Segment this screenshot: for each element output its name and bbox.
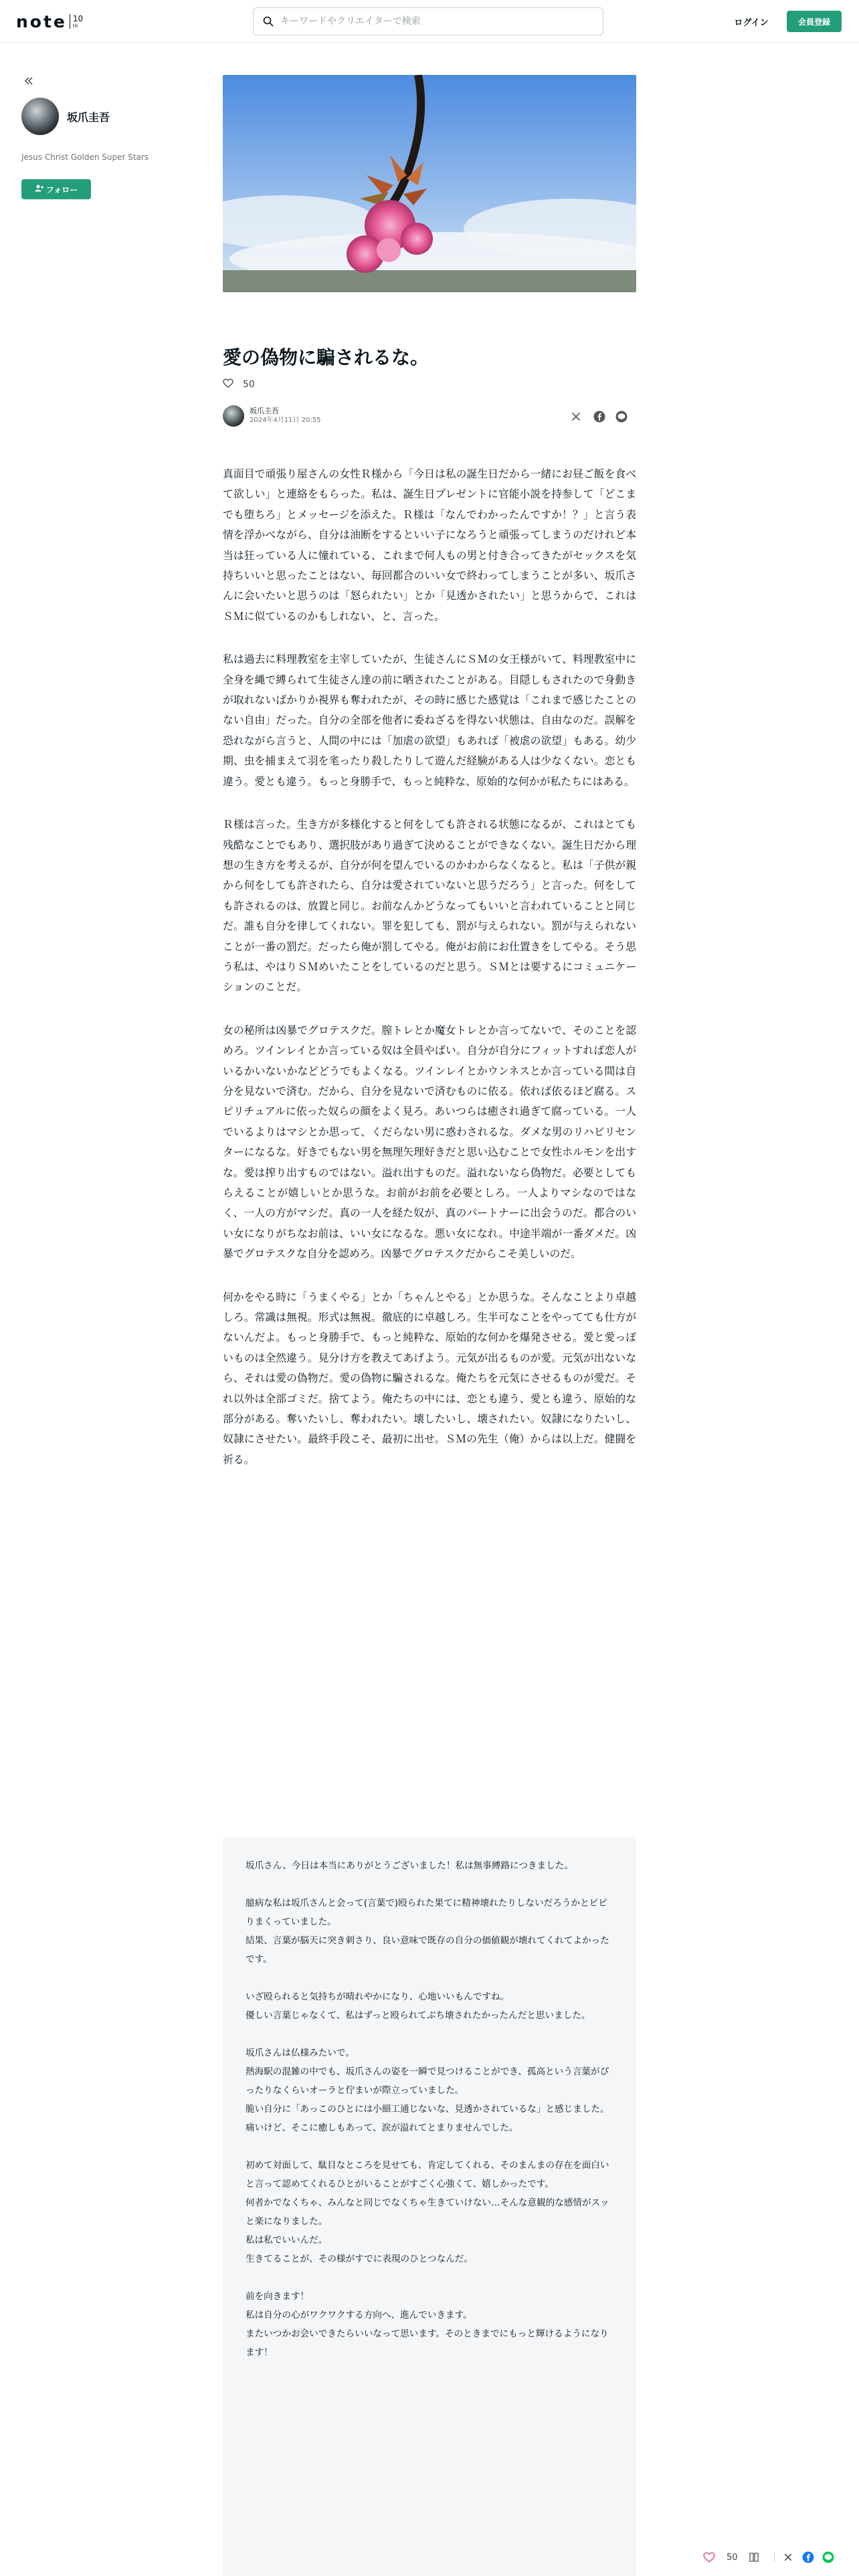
quote-paragraph	[246, 1856, 613, 1875]
paragraph: 私は過去に料理教室を主宰していたが、生徒さんにＳＭの女王様がいて、料理教室中に全身を縄で縛られて生徒さん達の前に晒されたことがある。目隠しもされたので身動きが取れないばかりか視界も奪われたが、その時に感じた感覚は「これまで感じたことのない自由」だった。自分の全部を他者に委ねざるを得ない状態は、自由なのだ。誤解を恐れながら言うと、人間の中には「加虐の欲望」もあれば「被虐の欲望」もある。幼少期、虫を捕まえて羽を毟ったり殺したりして遊んだ経験がある人は少なくない。恋とも違う。愛とも違う。もっと身勝手で、もっと純粋な、原始的な何かが私たちにはある。	[223, 653, 636, 788]
creator-profile[interactable]	[21, 98, 110, 135]
quote-paragraph	[246, 2156, 613, 2268]
follow-button[interactable]	[21, 179, 91, 199]
bottom-action-bar	[702, 2548, 842, 2567]
note-logo[interactable]	[16, 11, 83, 32]
paragraph: 真面目で頑張り屋さんの女性Ｒ様から「今日は私の誕生日だから一緒にお昼ご飯を食べて欲しい」と連絡をもらった。私は、誕生日プレゼントに官能小説を持参して「どこまでも堕ちろ」とメッセージを添えた。Ｒ様は「なんでわかったんですか！？」と言う表情を浮かべながら、自分は油断をするといい子になろうと頑張ってしまうのだけれど本当は狂っている人に憧れている、これまで何人もの男と付き合ってきたがセックスを気持ちいいと思ったことはない、毎回都合のいい女で終わってしまうことが多い、坂爪さんに会いたいと思うのは「怒られたい」とか「見透かされたい」と思うからで、これはＳＭに似ているのかもしれない、と、言った。	[223, 467, 636, 623]
signup-button[interactable]: 会員登録	[787, 11, 842, 32]
quoted-message-block	[223, 1838, 636, 2576]
quote-line: 初めて対面して、駄目なところを見せても、肯定してくれる、そのまんまの存在を面白いと言って認めてくれるひとがいることがすごく心強くて、嬉しかったです。	[246, 2160, 609, 2189]
like-count: 50	[243, 379, 255, 390]
like-summary[interactable]	[223, 379, 255, 391]
double-chevron-left-icon[interactable]	[21, 74, 36, 88]
creator-name[interactable]: 坂爪圭吾	[67, 110, 110, 124]
author-info[interactable]	[223, 405, 321, 427]
quote-line: 何者かでなくちゃ、みんなと同じでなくちゃ生きていけない…そんな意観的な感情がスッと楽になりました。	[246, 2197, 609, 2227]
quote-line: 私は私でいいんだ。	[246, 2235, 328, 2246]
quote-line: 生きてることが、その様がすでに表現のひとつなんだ。	[246, 2254, 473, 2264]
login-button[interactable]: ログイン	[734, 17, 769, 28]
divider	[774, 2552, 775, 2563]
author-avatar[interactable]	[223, 405, 244, 427]
paragraph: 女の秘所は凶暴でグロテスクだ。膣トレとか魔女トレとか言ってないで、そのことを認めろ。ツインレイとか言っている奴は全員やばい。自分が自分にフィットすれば恋人がいるかいないかなどどうでもよくなる。ツインレイとかウンネスとか言っている間は自分を見ないで済む。だから、自分を見ないで済むものに依る。依れば依るほど腐る。スピリチュアルに依った奴らの顔をよく見ろ。あいつらは癒され過ぎて腐っている。一人でいるよりはマシとか思って、くだらない男に惑わされるな。ダメな男のリハビリセンターになるな。好きでもない男を無理矢理好きだと思い込むことで女性ホルモンを出すな。愛は搾り出すものではない。溢れ出すものだ。溢れないなら偽物だ。必要としてもらえることが嬉しいとか思うな。お前がお前を必要としろ。一人よりマシなのではなく、一人の方がマシだ。真の一人を経た奴が、真のパートナーに出会うのだ。都合のいい女になりがちなお前は、いい女になるな。悪い女になれ。中途半端が一番ダメだ。凶暴でグロテスクな自分を認めろ。凶暴でグロテスクだからこそ美しいのだ。	[223, 1023, 636, 1261]
article-title: 愛の偽物に騙されるな。	[223, 346, 430, 368]
search-input[interactable]	[280, 16, 588, 27]
creator-description: Jesus Christ Golden Super Stars	[21, 152, 149, 162]
x-icon[interactable]	[781, 2551, 795, 2564]
x-icon[interactable]	[569, 409, 583, 424]
quote-line: いざ殴られると気持ちが晴れやかになり、心地いいもんですね。	[246, 1992, 510, 2002]
publish-date: 2024年4月11日 20:55	[250, 417, 321, 424]
quote-line: 脆い自分に「あっこのひとには小細工通じないな、見透かされているな」と感じました。	[246, 2104, 609, 2115]
paragraph: 何かをやる時に「うまくやる」とか「ちゃんとやる」とか思うな。そんなことより卓越しろ。常識は無視。形式は無視。徹底的に卓越しろ。生半可なことをやってても仕方がないんだよ。もっと身勝手で、もっと純粋な、原始的な何かを爆発させる。愛と愛っぽいものは全然違う。見分け方を教えてあげよう。元気が出るものが愛。元気が出ないなら、それは愛の偽物だ。愛の偽物に騙されるな。俺たちを元気にさせるものが愛だ。それ以外は全部ゴミだ。捨てよう。俺たちの中には、恋とも違う、愛とも違う、原始的な部分がある。奪いたいし、奪われたい。壊したいし、壊されたい。奴隷になりたいし、奴隷にさせたい。最終手段こそ、最初に出せ。ＳＭの先生（俺）からは以上だ。健闘を祈る。	[223, 1290, 636, 1466]
like-count: 50	[727, 2552, 738, 2563]
quote-line: 私は自分の心がワクワクする方向へ、進んでいきます。	[246, 2310, 472, 2321]
quote-line: 前を向きます！	[246, 2291, 310, 2302]
quote-paragraph	[246, 1988, 613, 2025]
quote-line: 坂爪さんは仏様みたいで。	[246, 2048, 355, 2058]
person-plus-icon	[35, 185, 43, 194]
search-icon	[263, 16, 274, 27]
heart-icon[interactable]	[223, 379, 233, 391]
article-body	[223, 464, 636, 1470]
author-name[interactable]: 坂爪圭吾	[250, 407, 279, 415]
quote-line: 坂爪さん、今日は本当にありがとうございました！私は無事縛路につきました。	[246, 1860, 573, 1871]
hero-image	[223, 75, 636, 292]
line-icon[interactable]	[822, 2551, 835, 2564]
heart-icon[interactable]	[702, 2551, 716, 2564]
line-icon[interactable]	[614, 409, 629, 424]
facebook-icon[interactable]	[801, 2551, 815, 2564]
logo-text: note	[16, 11, 67, 31]
search-box[interactable]	[253, 7, 603, 35]
quote-paragraph	[246, 1894, 613, 1969]
paragraph: Ｒ様は言った。生き方が多様化すると何をしても許される状態になるが、これはとても残酷なことでもあり、選択肢があり過ぎて決めることができなくない。誕生日だから理想の生き方を考えるが、自分が何を望んでいるのかわからなくなると。私は「子供が親から何をしても許されたら、自分は愛されていないと思うだろう」と言った。何をしても許されるのは、放置と同じ。お前なんかどうなってもいいと言われていることと同じだ。誰も自分を律してくれない。罪を犯しても、罰が与えられない。罰が与えられないことが一番の罰だ。だったら俺が罰してやる。俺がお前にお仕置きをしてやる。そう思う私は、やはりＳＭめいたことをしているのだと思う。ＳＭとは要するにコミュニケーションのことだ。	[223, 818, 636, 994]
magazine-icon[interactable]	[747, 2551, 761, 2564]
site-header	[0, 0, 859, 43]
logo-anniversary-badge: 10 th	[70, 14, 83, 29]
quote-paragraph	[246, 2287, 613, 2362]
avatar[interactable]	[21, 98, 59, 135]
quote-line: 熱海駅の混雑の中でも、坂爪さんの姿を一瞬で見つけることができ、孤高という言葉がぴったりなくらいオーラと佇まいが際立っていました。	[246, 2066, 609, 2096]
follow-label: フォロー	[45, 185, 78, 195]
quote-line: またいつかお会いできたらいいなって思います。そのときまでにもっと輝けるようになります！	[246, 2329, 609, 2358]
quote-line: 優しい言葉じゃなくて、私はずっと殴られてぶち壊されたかったんだと思いました。	[246, 2010, 591, 2021]
quote-paragraph	[246, 2044, 613, 2137]
quote-line: 痛いけど、そこに癒しもあって、涙が溢れてとまりませんでした。	[246, 2123, 518, 2133]
quote-line: 臆病な私は坂爪さんと会って(言葉で)殴られた果てに精神壊れたりしないだろうかとビビりまくっていました。	[246, 1898, 607, 1927]
quote-line: 結果、言葉が脳天に突き刺さり、良い意味で既存の自分の価値観が壊れてくれてよかったです。	[246, 1935, 609, 1965]
facebook-icon[interactable]	[592, 409, 607, 424]
